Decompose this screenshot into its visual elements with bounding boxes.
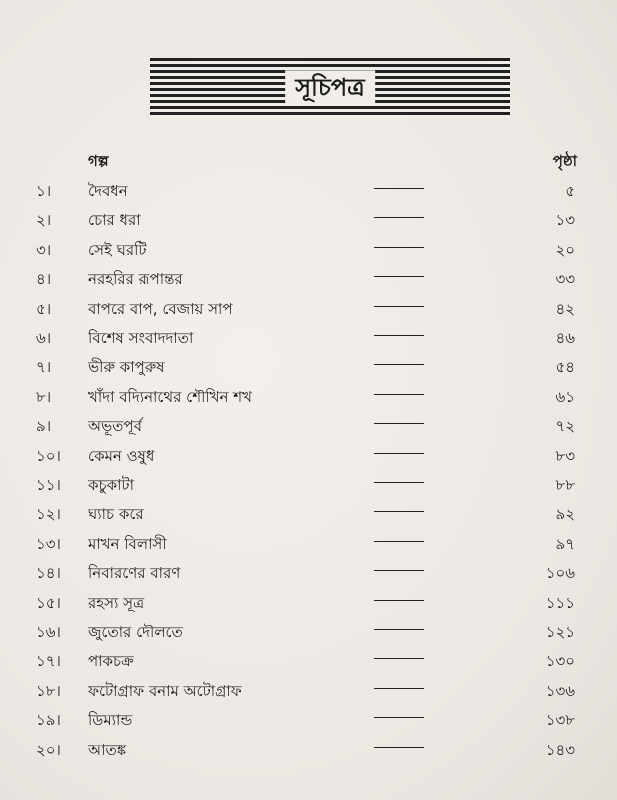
page-title: সূচিপত্র [285,70,375,104]
title-banner [150,58,510,118]
toc-entry [0,676,617,706]
entry-title: নরহরির রূপান্তর [88,270,183,289]
entry-title: বাপরে বাপ, বেজায় সাপ [88,299,233,318]
toc-entry [0,588,617,618]
entry-page-number: ৫ [565,182,575,200]
entry-page-number: ১৩ [555,211,575,230]
leader-dash [374,600,424,601]
entry-page-number: ৪৬ [555,329,575,347]
leader-dash [374,482,424,483]
entry-title: কেমন ওষুধ [88,446,155,465]
leader-dash [374,394,424,395]
toc-entry [0,352,617,382]
toc-entry [0,264,617,294]
entry-page-number: ১৩৬ [545,681,575,700]
toc-entry [0,176,617,206]
entry-page-number: ২০ [555,240,575,259]
entry-page-number: ১৩০ [545,652,575,671]
entry-page-number: ১১১ [545,593,575,612]
entry-number: ৫। [36,299,52,318]
toc-entry [0,411,617,441]
leader-dash [374,217,424,218]
entry-page-number: ৭২ [555,417,575,436]
entry-number: ১৪। [36,564,61,583]
entry-title: নিবারণের বারণ [88,564,181,583]
entry-title: চোর ধরা [88,211,141,230]
leader-dash [374,658,424,659]
entry-number: ২। [36,211,52,230]
toc-entry [0,382,617,412]
entry-number: ৬। [36,329,52,347]
entry-number: ৭। [36,358,52,377]
toc-entry [0,205,617,235]
entry-number: ১৬। [36,623,61,641]
entry-page-number: ১৩৮ [545,711,575,730]
leader-dash [374,541,424,542]
leader-dash [374,717,424,718]
entry-number: ২০। [36,740,61,759]
entry-title: ডিম্যান্ড [88,711,133,730]
leader-dash [374,453,424,454]
entry-page-number: ১০৬ [545,564,575,583]
toc-entry [0,617,617,647]
entry-title: রহস্য সূত্র [88,593,145,612]
entry-page-number: ৯২ [555,505,575,524]
entry-number: ১২। [36,505,61,524]
toc-entry [0,323,617,353]
entry-number: ৩। [36,240,52,259]
leader-dash [374,629,424,630]
entry-number: ১৫। [36,593,61,612]
toc-entry [0,705,617,735]
leader-dash [374,423,424,424]
toc-entry [0,499,617,529]
entry-page-number: ৩৩ [555,270,575,289]
entry-title: বিশেষ সংবাদদাতা [88,329,194,347]
leader-dash [374,511,424,512]
entry-title: কচুকাটা [88,476,134,494]
entry-title: মাখন বিলাসী [88,534,167,553]
toc-entry [0,294,617,324]
entry-page-number: ১৪৩ [545,740,575,759]
entry-title: পাকচক্র [88,652,134,671]
toc-entry [0,529,617,559]
leader-dash [374,747,424,748]
leader-dash [374,364,424,365]
entry-number: ১৯। [36,711,61,730]
entry-page-number: ৮৮ [555,476,575,494]
column-header-story: গল্প [88,152,109,170]
entry-number: ১১। [36,476,61,494]
entry-page-number: ৬১ [555,387,575,406]
entry-page-number: ৮৩ [555,446,575,465]
entry-number: ১৮। [36,681,61,700]
entry-title: সেই ঘরটি [88,240,147,259]
leader-dash [374,688,424,689]
entry-page-number: ৯৭ [555,534,575,553]
entry-page-number: ৪২ [555,299,575,318]
entry-page-number: ৫৪ [555,358,575,377]
entry-number: ৮। [36,387,52,406]
entry-number: ১০। [36,446,61,465]
toc-entry [0,235,617,265]
entry-title: আতঙ্ক [88,740,127,759]
entry-title: খাঁদা বদ্যিনাথের শৌখিন শখ [88,387,252,406]
toc-entry [0,441,617,471]
entry-title: ঘ্যাচ করে [88,505,144,524]
leader-dash [374,570,424,571]
toc-entry [0,735,617,765]
toc-entry [0,470,617,500]
leader-dash [374,276,424,277]
entry-title: ভীরু কাপুরুষ [88,358,165,377]
entry-number: ১৭। [36,652,61,671]
entry-title: দৈবধন [88,182,128,200]
entry-title: জুতোর দৌলতে [88,623,183,641]
toc-entry [0,646,617,676]
leader-dash [374,335,424,336]
entry-number: ১। [36,182,52,200]
toc-entry [0,558,617,588]
entry-number: ৪। [36,270,52,289]
entry-page-number: ১২১ [545,623,575,641]
leader-dash [374,306,424,307]
entry-number: ১৩। [36,534,61,553]
column-header-page: পৃষ্ঠা [552,152,577,170]
entry-title: অভূতপূর্ব [88,417,142,436]
leader-dash [374,188,424,189]
entry-number: ৯। [36,417,52,436]
leader-dash [374,247,424,248]
entry-title: ফটোগ্রাফ বনাম অটোগ্রাফ [88,681,242,700]
